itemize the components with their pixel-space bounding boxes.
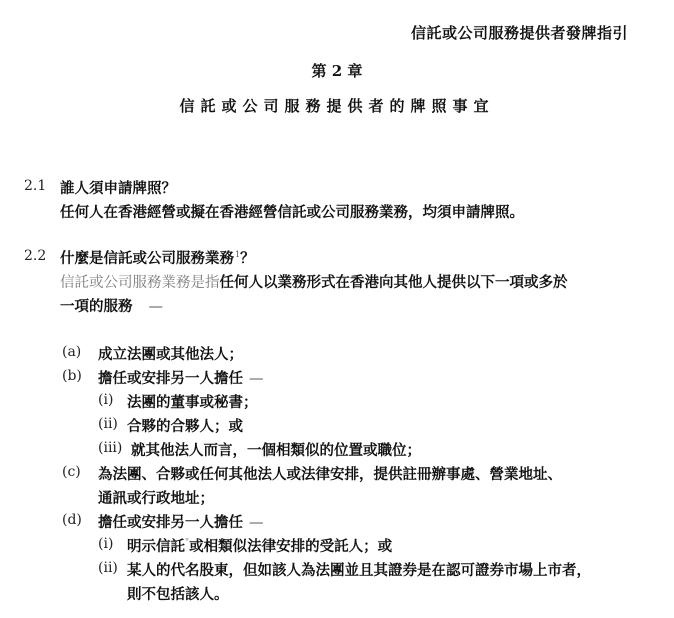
item-text-b	[98, 367, 264, 388]
item-text-b-main: 擔任或安排另一人擔任	[98, 370, 243, 387]
item-text-c-line2: 通訊或行政地址；	[98, 490, 214, 507]
chapter-title: 信託或公司服務提供者的牌照事宜	[179, 97, 495, 115]
section-heading-2-2	[60, 247, 255, 268]
section-body-2-2-grey: 信託或公司服務業務是指	[60, 275, 220, 291]
item-label-c: (c)	[62, 464, 81, 480]
footnote-marker: 1	[235, 250, 241, 260]
section-body-2-1: 任何人在香港經營或擬在香港經營信託或公司服務業務，均須申請牌照。	[60, 204, 524, 221]
section-heading-2-2-end: ？	[240, 250, 255, 267]
section-heading-2-1: 誰人須申請牌照？	[60, 180, 176, 197]
section-heading-2-2-text: 什麼是信託或公司服務業務	[60, 250, 234, 267]
quote-mark: "	[185, 538, 190, 549]
item-text-d-ii-line2: 則不包括該人。	[127, 586, 229, 603]
item-label-d: (d)	[62, 512, 82, 528]
item-text-c-line1: 為法團、合夥或任何其他法人或法律安排，提供註冊辦事處、營業地址、	[98, 466, 562, 483]
item-label-a: (a)	[62, 344, 82, 360]
chapter-number: 第 2 章	[311, 62, 363, 80]
section-body-2-2-line2	[60, 295, 163, 316]
running-header: 信託或公司服務提供者發牌指引	[410, 24, 628, 42]
dash: —	[148, 299, 163, 315]
item-text-d-i	[127, 535, 392, 556]
item-text-d-i-a: 明示信託	[127, 538, 185, 555]
section-body-2-2-line1	[60, 271, 568, 292]
item-text-d-i-b: 或相類似法律安排的受託人；或	[189, 538, 393, 555]
item-label-b-i: (i)	[98, 392, 114, 408]
item-label-d-ii: (ii)	[98, 560, 118, 576]
dash: —	[249, 371, 264, 387]
item-text-d-ii-line1: 某人的代名股東，但如該人為法團並且其證券是在認可證券市場上市者，	[127, 562, 591, 579]
item-text-a: 成立法團或其他法人；	[98, 346, 243, 363]
item-label-b-ii: (ii)	[98, 416, 118, 432]
section-number-2-2: 2.2	[24, 248, 47, 264]
section-body-2-2-line2-text: 一項的服務	[60, 298, 133, 315]
item-text-b-i: 法團的董事或秘書；	[127, 394, 258, 411]
item-label-b-iii: (iii)	[98, 440, 123, 456]
dash: —	[249, 515, 264, 531]
section-number-2-1: 2.1	[24, 178, 47, 194]
item-label-d-i: (i)	[98, 536, 114, 552]
item-text-b-ii: 合夥的合夥人；或	[127, 418, 243, 435]
item-text-d	[98, 511, 264, 532]
section-body-2-2-rest: 任何人以業務形式在香港向其他人提供以下一項或多於	[219, 274, 568, 291]
item-label-b: (b)	[62, 368, 82, 384]
item-text-d-main: 擔任或安排另一人擔任	[98, 514, 243, 531]
item-text-b-iii: 就其他法人而言，一個相類似的位置或職位；	[131, 442, 421, 459]
